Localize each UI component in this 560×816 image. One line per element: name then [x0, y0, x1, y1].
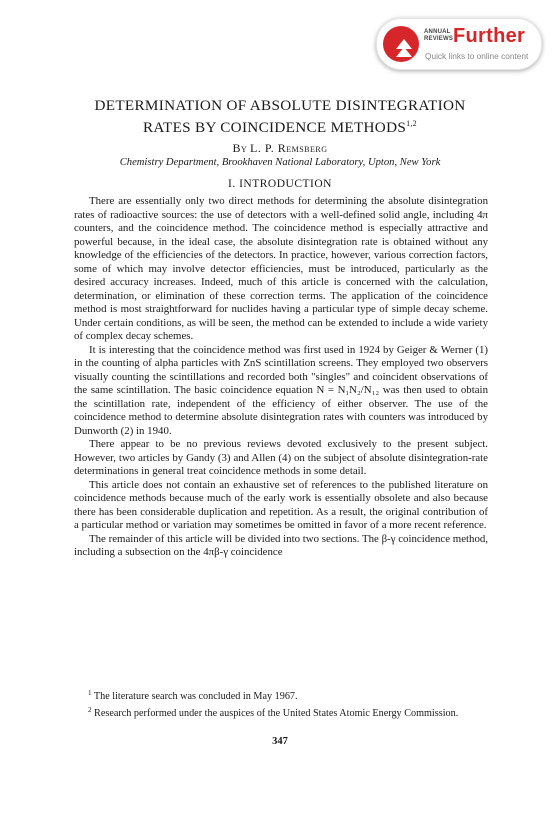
- paragraph: It is interesting that the coincidence method was first used in 1924 by Geiger & Werner (1) in the counting of alpha particles with ZnS scintillation screens. They employed two observers visually counting the scintillations and recorded both "singles" and coincident observations of the same scintillation. The basic coincidence equation N = N₁N₂/N₁₂ was then used to obtain the scintillation rate, independent of the efficiency of either observer. The use of the coincidence method to determine absolute disintegration rates with counters was introduced by Dunworth (2) in 1940.: [74, 343, 488, 437]
- annual-reviews-logo-icon: [383, 26, 419, 62]
- footnotes: [74, 687, 488, 720]
- badge-further-label: Further: [453, 25, 526, 47]
- affiliation: Chemistry Department, Brookhaven National Laboratory, Upton, New York: [119, 157, 441, 168]
- section-heading: I. INTRODUCTION: [228, 178, 332, 190]
- paragraph: This article does not contain an exhaustive set of references to the published literature on coincidence methods because much of the early work is essentially obsolete and also because there has been considerable duplication and repetition. As a result, the original contribution of a particular method or variation may sometimes be omitted in favor of a more recent reference.: [74, 478, 488, 531]
- paragraph: The remainder of this article will be divided into two sections. The β-γ coincidence method, including a subsection on the 4πβ-γ coincidence: [74, 532, 488, 558]
- author-line: By L. P. Remsberg: [232, 141, 328, 155]
- footnote: $^1$ The literature search was concluded in May 1967.: [88, 689, 298, 702]
- up-arrow-icon: [396, 47, 412, 57]
- badge-brand: ANNUAL REVIEWS: [424, 29, 454, 42]
- annual-reviews-further-badge[interactable]: [376, 18, 542, 70]
- author-name: L. P. Remsberg: [250, 141, 328, 155]
- badge-subtitle: Quick links to online content: [425, 51, 529, 61]
- paragraph: There appear to be no previous reviews devoted exclusively to the present subject. However, two articles by Gandy (3) and Allen (4) on the subject of absolute disintegration-rate determinations in general treat coincidence methods in some detail.: [74, 438, 488, 477]
- article-body: [74, 195, 488, 560]
- article-title: DETERMINATION OF ABSOLUTE DISINTEGRATION RATES BY COINCIDENCE METHODS$^{1,2}$: [94, 97, 466, 136]
- footnote: $^2$ Research performed under the auspices of the United States Atomic Energy Commission.: [88, 705, 459, 719]
- page-number: 347: [272, 736, 288, 747]
- paragraph: There are essentially only two direct methods for determining the absolute disintegration rates of radioactive sources: the use of detectors with a well-defined solid angle, including 4π counters, and the coincidence method. The coincidence method is especially attractive and powerful because, in the ideal case, the absolute disintegration rate is obtained without any knowledge of the efficiencies of the detectors. In practice, however, various correction factors, some of which may involve detector efficiencies, must be introduced, particularly as the desired accuracy increases. Indeed, much of this article is concerned with the calculation, determination, or elimination of these correction terms. The application of the coincidence method is most straightforward for nuclides having a particular type of simple decay scheme. Under certain conditions, as will be seen, the method can be extended to include a wide variety of complex decay schemes.: [74, 195, 488, 342]
